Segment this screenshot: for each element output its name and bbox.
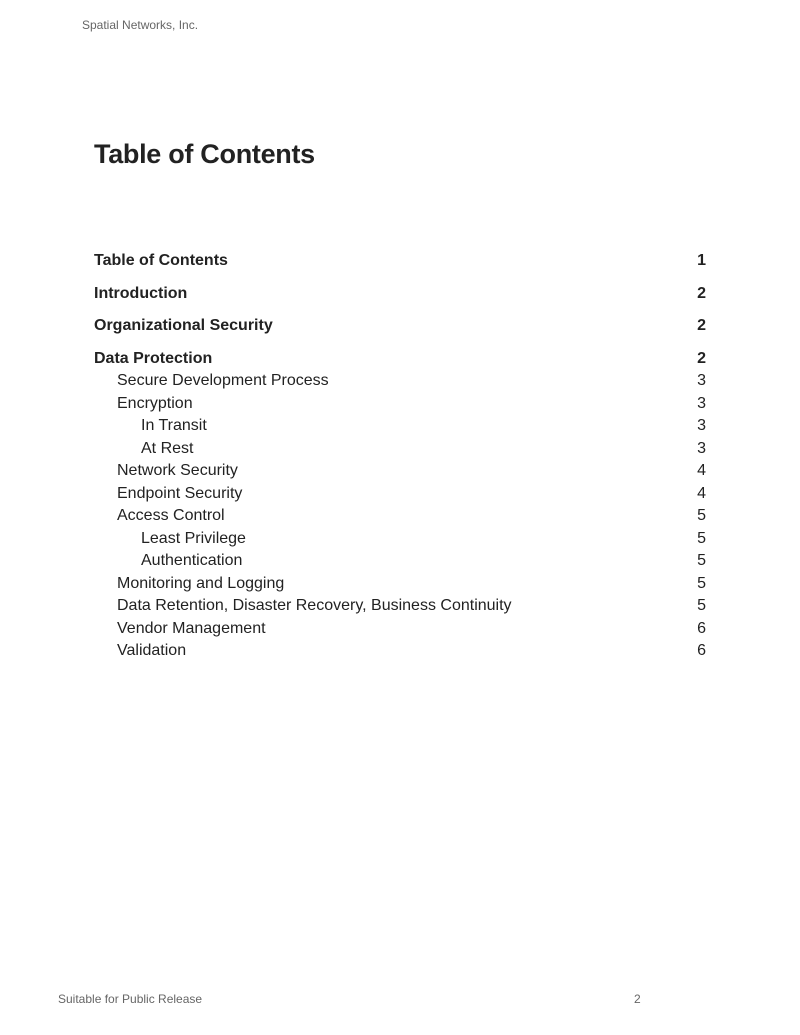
toc-entry[interactable] — [94, 393, 706, 416]
toc-entry-page[interactable]: 5 — [697, 529, 706, 547]
toc-entry-title[interactable]: Introduction — [94, 284, 188, 302]
page-title: Table of Contents — [94, 139, 315, 169]
toc-entry-page[interactable]: 5 — [697, 552, 706, 569]
toc-entry-title[interactable]: Table of Contents — [94, 252, 228, 269]
toc-entry-title[interactable]: Network Security — [117, 462, 238, 479]
footer-release-note: Suitable for Public Release — [58, 992, 203, 1006]
toc-entry[interactable] — [94, 283, 706, 306]
toc-entry-title[interactable]: Monitoring and Logging — [117, 574, 285, 592]
toc-entry-page[interactable]: 4 — [697, 484, 706, 502]
toc-entry-title[interactable]: Authentication — [141, 552, 243, 569]
toc-entry-page[interactable]: 3 — [697, 417, 706, 434]
toc-entry[interactable] — [94, 348, 706, 371]
toc-entry[interactable] — [94, 595, 706, 618]
toc-entry-title[interactable]: Endpoint Security — [117, 484, 243, 502]
toc-entry[interactable] — [94, 483, 706, 506]
toc-entry-page[interactable]: 3 — [697, 372, 706, 389]
toc-entry[interactable] — [94, 460, 706, 483]
toc-entry[interactable] — [94, 370, 706, 393]
toc-entry-page[interactable]: 5 — [697, 507, 706, 524]
toc-entry-page[interactable]: 6 — [697, 619, 706, 637]
toc-entry[interactable] — [94, 550, 706, 573]
toc-entry-title[interactable]: Organizational Security — [94, 317, 273, 334]
toc-entry-page[interactable]: 1 — [697, 252, 706, 269]
toc-entry[interactable] — [94, 250, 706, 273]
toc-entry-title[interactable]: Data Protection — [94, 349, 213, 367]
toc-entry-page[interactable]: 2 — [697, 284, 706, 302]
toc-entry[interactable] — [94, 315, 706, 338]
toc-entry-title[interactable]: In Transit — [141, 417, 207, 434]
toc-entry[interactable] — [94, 438, 706, 461]
toc-entry-page[interactable]: 6 — [697, 642, 706, 659]
toc-entry[interactable] — [94, 528, 706, 551]
toc-entry[interactable] — [94, 640, 706, 663]
footer-page-number: 2 — [634, 992, 641, 1006]
toc-entry-title[interactable]: Data Retention, Disaster Recovery, Business Continuity — [117, 597, 512, 614]
toc-entry-title[interactable]: Access Control — [117, 507, 225, 524]
toc-entry-page[interactable]: 5 — [697, 574, 706, 592]
toc-entry-page[interactable]: 5 — [697, 597, 706, 614]
toc-entry[interactable] — [94, 573, 706, 596]
toc-entry-title[interactable]: Least Privilege — [141, 529, 246, 547]
toc-entry-page[interactable]: 4 — [697, 462, 706, 479]
toc-entry-page[interactable]: 2 — [697, 317, 706, 334]
toc-entry-title[interactable]: Vendor Management — [117, 619, 266, 637]
toc-entry-title[interactable]: Secure Development Process — [117, 372, 329, 389]
table-of-contents — [94, 250, 706, 663]
toc-entry[interactable] — [94, 415, 706, 438]
toc-entry[interactable] — [94, 505, 706, 528]
toc-entry[interactable] — [94, 618, 706, 641]
toc-entry-title[interactable]: Encryption — [117, 394, 193, 412]
page-header-company: Spatial Networks, Inc. — [82, 18, 199, 32]
toc-entry-page[interactable]: 2 — [697, 349, 706, 367]
toc-entry-title[interactable]: Validation — [117, 642, 187, 659]
toc-entry-page[interactable]: 3 — [697, 439, 706, 457]
toc-entry-page[interactable]: 3 — [697, 394, 706, 412]
toc-entry-title[interactable]: At Rest — [141, 439, 194, 457]
